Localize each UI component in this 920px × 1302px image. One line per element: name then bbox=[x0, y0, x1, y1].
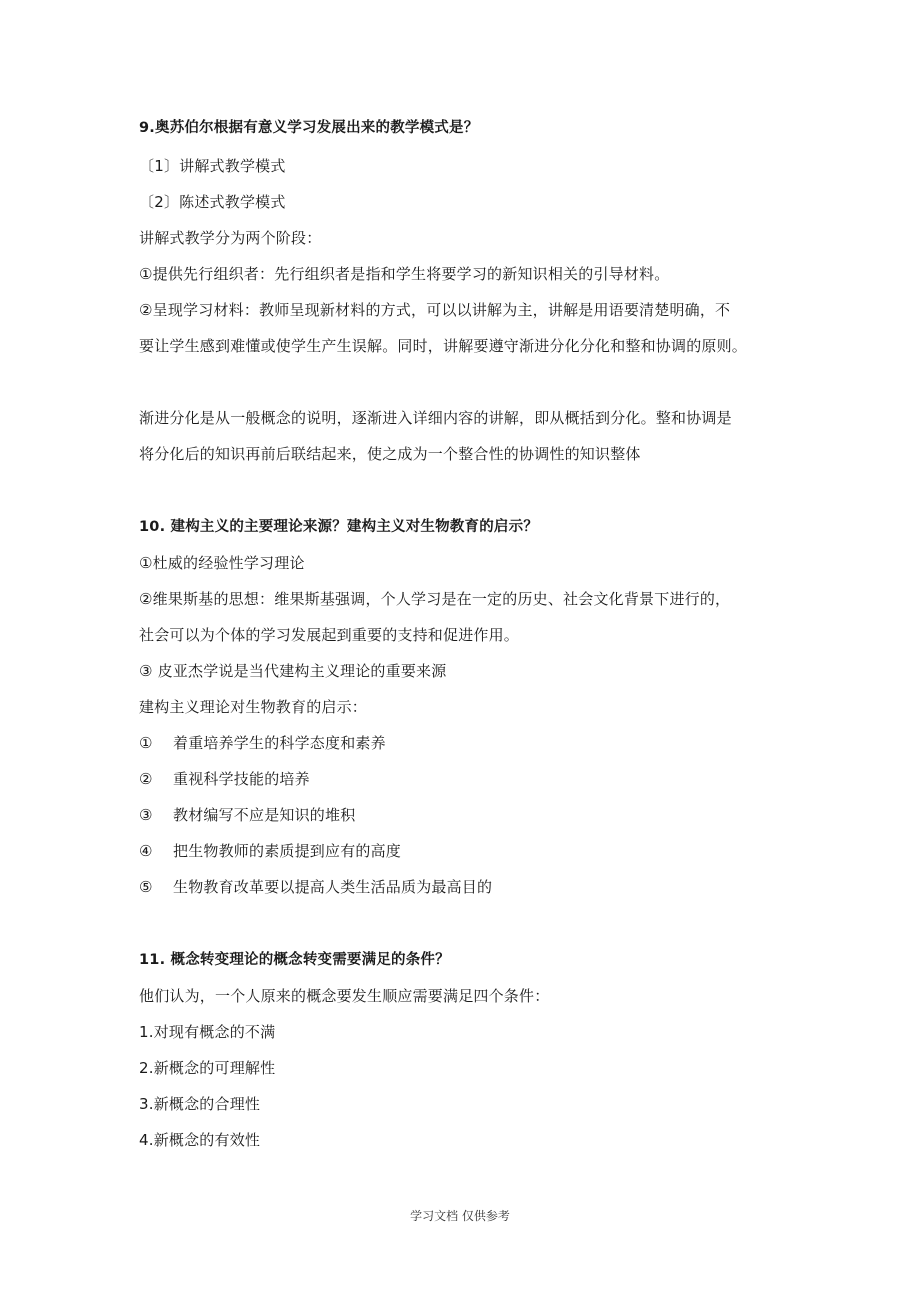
section-11-line-3: 2.新概念的可理解性 bbox=[139, 1059, 276, 1077]
list-item bbox=[139, 841, 401, 861]
section-9-line-5: ②呈现学习材料：教师呈现新材料的方式，可以以讲解为主，讲解是用语要清楚明确，不 bbox=[139, 301, 731, 319]
section-11-heading: 11. 概念转变理论的概念转变需要满足的条件？ bbox=[139, 952, 450, 968]
list-item-text: 把生物教师的素质提到应有的高度 bbox=[173, 842, 402, 860]
list-item-text: 重视科学技能的培养 bbox=[173, 770, 310, 788]
list-item-number: ① bbox=[139, 734, 153, 752]
list-item-number: ⑤ bbox=[139, 878, 153, 896]
list-item bbox=[139, 733, 386, 753]
list-item-text: 教材编写不应是知识的堆积 bbox=[173, 806, 356, 824]
section-11-line-1: 他们认为，一个人原来的概念要发生顺应需要满足四个条件： bbox=[139, 987, 550, 1005]
section-11-line-2: 1.对现有概念的不满 bbox=[139, 1023, 276, 1041]
section-10-line-4: ③ 皮亚杰学说是当代建构主义理论的重要来源 bbox=[139, 662, 447, 680]
list-item-number: ③ bbox=[139, 806, 153, 824]
section-10-line-1: ①杜威的经验性学习理论 bbox=[139, 554, 305, 572]
page-footer: 学习文档 仅供参考 bbox=[410, 1209, 510, 1223]
section-11-line-5: 4.新概念的有效性 bbox=[139, 1131, 261, 1149]
section-9-line-1: 〔1〕讲解式教学模式 bbox=[139, 157, 286, 175]
section-9-line-2: 〔2〕陈述式教学模式 bbox=[139, 193, 286, 211]
list-item bbox=[139, 769, 310, 789]
section-9-line-6: 要让学生感到难懂或使学生产生误解。同时，讲解要遵守渐进分化分化和整和协调的原则。 bbox=[139, 337, 748, 355]
section-9-line-3: 讲解式教学分为两个阶段： bbox=[139, 229, 322, 247]
section-11-line-4: 3.新概念的合理性 bbox=[139, 1095, 261, 1113]
list-item-number: ② bbox=[139, 770, 153, 788]
section-9-line-7: 渐进分化是从一般概念的说明，逐渐进入详细内容的讲解，即从概括到分化。整和协调是 bbox=[139, 409, 732, 427]
section-10-line-2: ②维果斯基的思想：维果斯基强调，个人学习是在一定的历史、社会文化背景下进行的， bbox=[139, 590, 731, 608]
section-10-heading: 10. 建构主义的主要理论来源？建构主义对生物教育的启示？ bbox=[139, 519, 539, 535]
section-10-line-5: 建构主义理论对生物教育的启示： bbox=[139, 698, 368, 716]
list-item-text: 着重培养学生的科学态度和素养 bbox=[173, 734, 386, 752]
section-9-line-8: 将分化后的知识再前后联结起来，使之成为一个整合性的协调性的知识整体 bbox=[139, 445, 641, 463]
list-item-text: 生物教育改革要以提高人类生活品质为最高目的 bbox=[173, 878, 493, 896]
section-9-heading: 9.奥苏伯尔根据有意义学习发展出来的教学模式是？ bbox=[139, 120, 479, 136]
list-item bbox=[139, 805, 355, 825]
section-9-line-4: ①提供先行组织者：先行组织者是指和学生将要学习的新知识相关的引导材料。 bbox=[139, 265, 670, 283]
list-item bbox=[139, 877, 492, 897]
section-10-line-3: 社会可以为个体的学习发展起到重要的支持和促进作用。 bbox=[139, 626, 520, 644]
list-item-number: ④ bbox=[139, 842, 153, 860]
